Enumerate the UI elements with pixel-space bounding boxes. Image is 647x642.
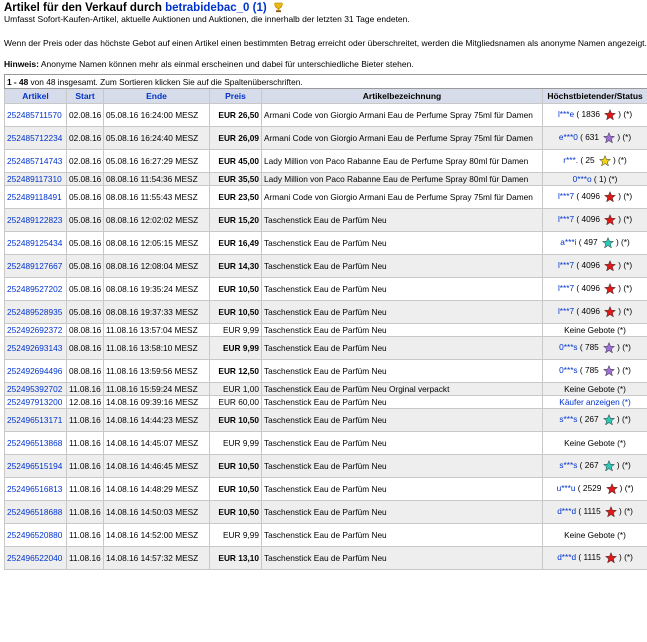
end-date: 08.08.16 19:37:33 MESZ [104,301,210,324]
anonymous-marker: (*) [621,414,631,425]
item-title: Taschenstick Eau de Parfüm Neu [262,432,543,455]
bidder-name-link[interactable]: l***7 [557,260,575,271]
anonymous-marker: (*) [623,283,633,294]
highest-bidder-cell [543,432,647,455]
feedback-count-link[interactable]: 1 [256,2,263,14]
table-row [5,409,647,432]
table-row [5,255,647,278]
end-date: 11.08.16 15:59:24 MESZ [104,383,210,396]
summary-range: 1 - 48 [7,76,29,87]
item-title: Lady Million von Paco Rabanne Eau de Perfume Spray 80ml für Damen [262,173,543,186]
table-row [5,383,647,396]
column-header-preis[interactable]: Preis [210,89,262,104]
price: EUR 26,09 [210,127,262,150]
item-title: Taschenstick Eau de Parfüm Neu [262,547,543,570]
item-id-link[interactable]: 252496513171 [5,409,67,432]
start-date: 11.08.16 [67,409,104,432]
end-date: 08.08.16 11:55:43 MESZ [104,186,210,209]
turquoise-star-icon [603,414,615,426]
highest-bidder-cell: 0***s ( 785 ) (*) [543,337,647,360]
item-title: Taschenstick Eau de Parfüm Neu [262,501,543,524]
item-id-link[interactable]: 252492692372 [5,324,67,337]
anonymous-marker: (*) [624,506,633,517]
table-summary [5,75,647,89]
item-id-link[interactable]: 252496520880 [5,524,67,547]
price: EUR 13,10 [210,547,262,570]
bidder-name-link[interactable]: u***u [556,483,576,494]
feedback-score: 785 [584,365,599,376]
price: EUR 9,99 [210,524,262,547]
item-title: Taschenstick Eau de Parfüm Neu [262,360,543,383]
item-title: Taschenstick Eau de Parfüm Neu [262,396,543,409]
table-row [5,360,647,383]
status-no-bids: Keine Gebote (*) [564,530,626,540]
highest-bidder-cell [543,324,647,337]
price: EUR 60,00 [210,396,262,409]
status-no-bids: Keine Gebote (*) [564,438,626,448]
price: EUR 15,20 [210,209,262,232]
end-date: 14.08.16 14:50:03 MESZ [104,501,210,524]
bidder-name-link[interactable]: l***e [557,109,575,120]
feedback-score: 1115 [583,506,601,517]
end-date: 08.08.16 12:08:04 MESZ [104,255,210,278]
item-title: Taschenstick Eau de Parfüm Neu [262,232,543,255]
table-row [5,337,647,360]
price: EUR 45,00 [210,150,262,173]
end-date: 11.08.16 13:57:04 MESZ [104,324,210,337]
price: EUR 10,50 [210,409,262,432]
item-id-link[interactable]: 252492694496 [5,360,67,383]
feedback-score: 267 [584,414,599,425]
start-date: 11.08.16 [67,501,104,524]
bidder-name-link[interactable]: l***7 [557,306,575,317]
start-date: 08.08.16 [67,360,104,383]
start-date: 12.08.16 [67,396,104,409]
start-date: 05.08.16 [67,209,104,232]
bidder-name-link[interactable]: s***s [559,460,578,471]
start-date: 11.08.16 [67,524,104,547]
hint-body: Anonyme Namen können mehr als einmal erscheinen und dabei für unterschiedliche Bieter stehen. [40,59,414,69]
trophy-icon [273,2,284,13]
table-row [5,127,647,150]
price: EUR 10,50 [210,278,262,301]
end-date: 05.08.16 16:27:29 MESZ [104,150,210,173]
start-date: 05.08.16 [67,173,104,186]
table-row [5,396,647,409]
item-id-link[interactable]: 252485711570 [5,104,67,127]
item-id-link[interactable]: 252485712234 [5,127,67,150]
highest-bidder-cell: l***7 ( 4096 ) (*) [543,278,647,301]
item-title: Taschenstick Eau de Parfüm Neu [262,301,543,324]
feedback-score: 1836 [581,109,600,120]
price: EUR 9,99 [210,324,262,337]
item-id-link[interactable]: 252489528935 [5,301,67,324]
highest-bidder-cell: d***d ( 1115 ) (*) [543,501,647,524]
highest-bidder-cell: d***d ( 1115 ) (*) [543,547,647,570]
price: EUR 16,49 [210,232,262,255]
highest-bidder-cell: l***e ( 1836 ) (*) [543,104,647,127]
item-id-link[interactable]: 252496513868 [5,432,67,455]
hint-text [4,59,643,69]
start-date: 05.08.16 [67,301,104,324]
red-star-icon [606,483,618,495]
price: EUR 23,50 [210,186,262,209]
table-row [5,104,647,127]
feedback-score: 4096 [581,283,600,294]
feedback-score: 631 [585,132,600,143]
end-date: 11.08.16 13:59:56 MESZ [104,360,210,383]
item-id-link[interactable]: 252489118491 [5,186,67,209]
page-header [0,0,647,69]
table-row [5,186,647,209]
status-no-bids: Keine Gebote (*) [564,325,626,335]
red-star-icon [604,214,616,226]
start-date: 11.08.16 [67,383,104,396]
red-star-icon [604,109,616,121]
feedback-score: 4096 [581,306,600,317]
anonymous-marker: (*) [608,174,618,184]
bidder-name-link[interactable]: l***7 [557,283,575,294]
start-date: 05.08.16 [67,278,104,301]
end-date: 08.08.16 19:35:24 MESZ [104,278,210,301]
yellow-star-icon [599,155,611,167]
item-id-link[interactable]: 252497913200 [5,396,67,409]
table-body [5,104,647,570]
end-date: 14.08.16 14:45:07 MESZ [104,432,210,455]
anonymous-marker: (*) [621,237,630,248]
feedback-score: 497 [583,237,598,248]
table-row [5,232,647,255]
start-date: 02.08.16 [67,104,104,127]
item-id-link[interactable]: 252496518688 [5,501,67,524]
subtitle: Umfasst Sofort-Kaufen-Artikel, aktuelle Auktionen und Auktionen, die innerhalb der letzten 31 Tage endeten. [4,14,410,24]
purple-star-icon [603,365,615,377]
feedback-score: 2529 [582,483,602,494]
price: EUR 9,99 [210,432,262,455]
bidder-name-link[interactable]: r***. [563,155,579,166]
item-title: Taschenstick Eau de Parfüm Neu [262,524,543,547]
item-title: Taschenstick Eau de Parfüm Neu [262,478,543,501]
item-title: Armani Code von Giorgio Armani Eau de Perfume Spray 75ml für Damen [262,186,543,209]
feedback-score: 4096 [581,260,600,271]
end-date: 05.08.16 16:24:00 MESZ [104,104,210,127]
anonymous-marker: (*) [618,155,627,166]
turquoise-star-icon [602,237,614,249]
item-id-link[interactable]: 252489527202 [5,278,67,301]
highest-bidder-cell: l***7 ( 4096 ) (*) [543,186,647,209]
highest-bidder-cell: s***s ( 267 ) (*) [543,409,647,432]
bidder-name-link[interactable]: d***d [557,506,577,517]
price: EUR 12,50 [210,360,262,383]
anonymous-marker: (*) [621,460,631,471]
turquoise-star-icon [603,460,615,472]
feedback-score: 1 [598,174,604,184]
red-star-icon [605,552,617,564]
column-header-artikelbezeichnung: Artikelbezeichnung [262,89,543,104]
status-no-bids: Keine Gebote (*) [564,384,626,394]
anonymous-marker: (*) [622,365,631,376]
item-id-link[interactable]: 252495392702 [5,383,67,396]
table-row [5,301,647,324]
item-id-link[interactable]: 252496516813 [5,478,67,501]
bidder-name-link[interactable]: 0***s [559,342,578,353]
anonymous-marker: (*) [623,191,633,202]
red-star-icon [604,283,616,295]
price: EUR 10,50 [210,501,262,524]
bidder-name-link[interactable]: e***0 [558,132,578,143]
end-date: 14.08.16 14:57:32 MESZ [104,547,210,570]
listing-table-wrapper [4,74,647,570]
table-row [5,524,647,547]
start-date: 11.08.16 [67,478,104,501]
end-date: 14.08.16 14:44:23 MESZ [104,409,210,432]
item-title: Taschenstick Eau de Parfüm Neu [262,455,543,478]
item-id-link[interactable]: 252485714743 [5,150,67,173]
end-date: 11.08.16 13:58:10 MESZ [104,337,210,360]
price: EUR 26,50 [210,104,262,127]
red-star-icon [605,506,617,518]
start-date: 11.08.16 [67,547,104,570]
highest-bidder-cell: s***s ( 267 ) (*) [543,455,647,478]
item-title: Armani Code von Giorgio Armani Eau de Perfume Spray 75ml für Damen [262,127,543,150]
table-row [5,209,647,232]
price: EUR 1,00 [210,383,262,396]
page-title [4,2,643,14]
end-date: 08.08.16 12:02:02 MESZ [104,209,210,232]
item-id-link[interactable]: 252489117310 [5,173,67,186]
feedback-count-open: ( [252,2,257,14]
highest-bidder-cell [543,524,647,547]
table-row [5,278,647,301]
hint-label: Hinweis: [4,59,39,69]
seller-username-link[interactable]: betrabidebac_0 [165,2,250,14]
start-date: 05.08.16 [67,255,104,278]
item-title: Taschenstick Eau de Parfüm Neu Orginal verpackt [262,383,543,396]
item-id-link[interactable]: 252489125434 [5,232,67,255]
feedback-score: 1115 [583,552,601,563]
price: EUR 10,50 [210,301,262,324]
anonymous-marker: (*) [622,132,632,143]
highest-bidder-cell: 0***o ( 1) (*) [543,173,647,186]
end-date: 05.08.16 16:24:40 MESZ [104,127,210,150]
highest-bidder-cell [543,396,647,409]
end-date: 14.08.16 14:52:00 MESZ [104,524,210,547]
feedback-score: 25 [585,155,595,166]
title-prefix: Artikel für den Verkauf durch [4,2,162,14]
price: EUR 10,50 [210,478,262,501]
column-header-ende[interactable]: Ende [104,89,210,104]
column-header-artikel[interactable]: Artikel [5,89,67,104]
highest-bidder-cell: l***7 ( 4096 ) (*) [543,301,647,324]
start-date: 05.08.16 [67,232,104,255]
bidder-name-link[interactable]: 0***o [572,174,592,184]
bidder-name-link[interactable]: l***7 [557,214,575,225]
listing-table [4,74,647,570]
end-date: 14.08.16 14:46:45 MESZ [104,455,210,478]
table-row [5,478,647,501]
purple-star-icon [603,342,615,354]
bidder-name-link[interactable]: d***d [557,552,577,563]
show-buyer-link[interactable]: Käufer anzeigen (*) [559,397,631,407]
item-title: Taschenstick Eau de Parfüm Neu [262,255,543,278]
anonymous-marker: (*) [623,109,633,120]
table-row [5,324,647,337]
red-star-icon [604,260,616,272]
item-id-link[interactable]: 252496515194 [5,455,67,478]
table-row [5,455,647,478]
highest-bidder-cell: u***u ( 2529 ) (*) [543,478,647,501]
end-date: 14.08.16 14:48:29 MESZ [104,478,210,501]
item-title: Taschenstick Eau de Parfüm Neu [262,337,543,360]
feedback-score: 4096 [581,214,600,225]
end-date: 08.08.16 12:05:15 MESZ [104,232,210,255]
start-date: 02.08.16 [67,127,104,150]
bidder-name-link[interactable]: l***7 [557,191,575,202]
item-title: Taschenstick Eau de Parfüm Neu [262,209,543,232]
start-date: 08.08.16 [67,324,104,337]
start-date: 11.08.16 [67,455,104,478]
item-id-link[interactable]: 252489127667 [5,255,67,278]
anonymous-marker: (*) [623,260,633,271]
item-id-link[interactable]: 252496522040 [5,547,67,570]
item-id-link[interactable]: 252492693143 [5,337,67,360]
price: EUR 35,50 [210,173,262,186]
column-header-hoechstbietender: Höchstbietender/Status [543,89,647,104]
table-row [5,547,647,570]
red-star-icon [604,306,616,318]
item-title: Taschenstick Eau de Parfüm Neu [262,409,543,432]
price: EUR 9,99 [210,337,262,360]
bidder-name-link[interactable]: 0***s [559,365,578,376]
price: EUR 10,50 [210,455,262,478]
column-header-start[interactable]: Start [67,89,104,104]
start-date: 05.08.16 [67,186,104,209]
red-star-icon [604,191,616,203]
summary-text: von 48 insgesamt. Zum Sortieren klicken Sie auf die Spaltenüberschriften. [30,76,303,87]
highest-bidder-cell: l***7 ( 4096 ) (*) [543,255,647,278]
bidder-name-link[interactable]: s***s [559,414,578,425]
item-title: Lady Million von Paco Rabanne Eau de Perfume Spray 80ml für Damen [262,150,543,173]
start-date: 02.08.16 [67,150,104,173]
anonymity-note: Wenn der Preis oder das höchste Gebot auf einen Artikel einen bestimmten Betrag erreicht oder überschreitet, werden die Mitgliedsnamen als anonyme Namen angezeigt. [4,38,647,48]
bidder-name-link[interactable]: a***i [560,237,577,248]
end-date: 08.08.16 11:54:36 MESZ [104,173,210,186]
highest-bidder-cell: r***. ( 25 ) (*) [543,150,647,173]
item-title: Taschenstick Eau de Parfüm Neu [262,278,543,301]
anonymous-marker: (*) [624,483,634,494]
item-title: Taschenstick Eau de Parfüm Neu [262,324,543,337]
highest-bidder-cell: e***0 ( 631 ) (*) [543,127,647,150]
anonymous-marker: (*) [622,342,631,353]
table-row [5,432,647,455]
highest-bidder-cell [543,383,647,396]
feedback-score: 4096 [581,191,600,202]
highest-bidder-cell: l***7 ( 4096 ) (*) [543,209,647,232]
feedback-score: 267 [584,460,599,471]
price: EUR 14,30 [210,255,262,278]
feedback-score: 785 [584,342,599,353]
highest-bidder-cell: 0***s ( 785 ) (*) [543,360,647,383]
item-title: Armani Code von Giorgio Armani Eau de Perfume Spray 75ml für Damen [262,104,543,127]
anonymous-marker: (*) [623,306,633,317]
table-row [5,150,647,173]
end-date: 14.08.16 09:39:16 MESZ [104,396,210,409]
highest-bidder-cell: a***i ( 497 ) (*) [543,232,647,255]
table-row [5,501,647,524]
start-date: 08.08.16 [67,337,104,360]
purple-star-icon [603,132,615,144]
anonymous-marker: (*) [624,552,633,563]
feedback-count-close: ) [262,2,267,14]
anonymous-marker: (*) [623,214,633,225]
start-date: 11.08.16 [67,432,104,455]
table-row [5,173,647,186]
table-header-row [5,89,647,104]
item-id-link[interactable]: 252489122823 [5,209,67,232]
